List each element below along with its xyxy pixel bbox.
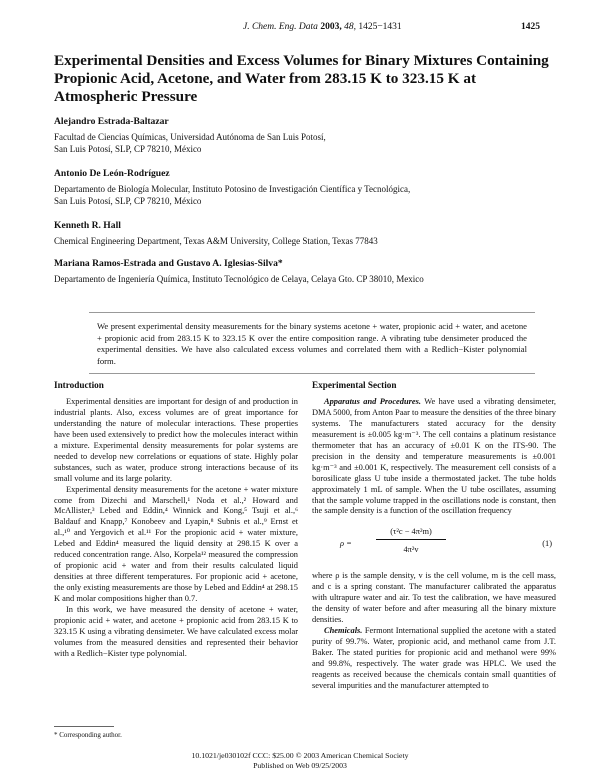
paper-title: Experimental Densities and Excess Volumes for Binary Mixtures Containing Propionic Acid, Acetone, and Water from 283.15 K to 323.15 K at Atmospheric Pressure (54, 52, 549, 105)
apparatus-subheading: Apparatus and Procedures. (324, 396, 421, 406)
equation-denominator: 4π²v (403, 545, 419, 555)
intro-paragraph: In this work, we have measured the density of acetone + water, propionic acid + water, and acetone + propionic acid from 283.15 K to 323.15 K using a vibrating densimeter. We have calculated excess molar volumes from the measured densities and represented their behavior with a Redlich−Kister type polynomial. (54, 605, 298, 658)
abstract: We present experimental density measurements for the binary systems acetone + water, propionic acid + water, and acetone + propionic acid from 283.15 K to 323.15 K over the entire composition range. A vibrating tube densimeter produced the experimental densities. We have also calculated excess volumes and correlated them with a Redlich−Kister polynomial form. (89, 312, 535, 374)
author-affiliation: Chemical Engineering Department, Texas A&M University, College Station, Texas 77843 (54, 236, 378, 246)
author-name: Antonio De León-Rodríguez (54, 168, 170, 179)
experimental-heading: Experimental Section (312, 380, 397, 390)
running-header (0, 22, 600, 36)
author-affiliation: Departamento de Ingeniería Química, Instituto Tecnológico de Celaya, Celaya Gto. CP 38010, Mexico (54, 274, 424, 284)
chemicals-subheading: Chemicals. (324, 626, 363, 636)
publication-info (0, 751, 600, 771)
author-name: Kenneth R. Hall (54, 220, 121, 231)
footnote-divider (54, 726, 114, 727)
page-number: 1425 (521, 22, 540, 32)
introduction-heading: Introduction (54, 380, 104, 390)
apparatus-paragraph: Apparatus and Procedures. We have used a vibrating densimeter, DMA 5000, from Anton Paar to measure the densities of the three binary systems. The manufacturers stated accuracy for the density measurement is ±0.005 kg·m⁻³. The cell contains a platinum resistance thermometer that has an accuracy of ±0.01 K on the ITS-90. The precision in the density and temperature measurements is ±0.001 kg·m⁻³ and ±0.001 K, respectively. The measurement cell consists of a borosilicate glass U tube inside a thermostated jacket. The tube holds approximately 1 mL of sample. When the U tube oscillates, assuming that the sample volume trapped in the oscillations node is constant, then the sample density is a function of the oscillation frequency (312, 396, 556, 516)
author-affiliation: Facultad de Ciencias Químicas, Universidad Autónoma de San Luis Potosí, San Luis Potosí, SLP, CP 78210, México (54, 132, 326, 155)
author-name: Mariana Ramos-Estrada and Gustavo A. Iglesias-Silva* (54, 258, 283, 269)
equation-lhs: ρ = (340, 539, 352, 549)
density-equation (312, 523, 556, 567)
intro-paragraph: Experimental densities are important for design of and production in industrial plants. Also, excess volumes are of great importance for understanding the nature of molecular interactions. These properties have been used extensively to predict how the molecules interact within a mixture. Experimental density measurements for polar systems are needed to develop new correlations or equations of state. Highly polar substances, such as water, produce strong interactions because of its small volume and its large polarity. (54, 396, 298, 483)
equation-numerator: (τ²c − 4π²m) (376, 527, 446, 540)
intro-paragraph: Experimental density measurements for the acetone + water mixture come from Dizechi and Marschell,¹ Noda et al.,² Howard and McAllister,³ Lebed and Eddin,⁴ Winnick and Kong,⁵ Tsuji et al.,⁶ Baldauf and Knapp,⁷ Konobeev and Lyapin,⁸ Subnis et al.,⁹ Ernst et al.,¹⁰ and Yergovich et al.¹¹ For the propionic acid + water mixture, Lebed and Eddin⁴ measured the liquid density at 298.15 K over a reduced concentration range. Also, Korpela¹² measured the compression of propionic acid + water and from their results calculated liquid densities at three different temperatures. For propionic acid + acetone, the only existing measurements are those by Lebed and Eddin⁴ at 298.15 K and molar compositions higher than 0.7. (54, 484, 298, 604)
chemicals-paragraph: Chemicals. Fermont International supplied the acetone with a stated purity of 99.7%. Water, propionic acid, and methanol came from J.T. Baker. The stated purities for propionic acid and methanol were 99% and 99.8%, respectively. The water grade was HPLC. We used the reagents as received because the chemicals contain small quantities of several impurities and the manufacturer attempted to (312, 626, 556, 690)
right-column (312, 380, 556, 692)
doi-line: 10.1021/je030102f CCC: $25.00 © 2003 American Chemical Society (191, 751, 409, 760)
left-column (54, 380, 298, 660)
equation-explanation: where ρ is the sample density, v is the cell volume, m is the cell mass, and c is a spring constant. The manufacturer calibrated the apparatus with ultrapure water and air. To test the calibration, we have measured the density of water before and after measuring all the binary mixture densities. (312, 571, 556, 625)
author-name: Alejandro Estrada-Baltazar (54, 116, 169, 127)
footnote: * Corresponding author. (54, 731, 122, 739)
published-line: Published on Web 09/25/2003 (253, 761, 347, 770)
author-affiliation: Departamento de Biología Molecular, Instituto Potosino de Investigación Científica y Tecnológica, San Luis Potosí, SLP, CP 78210, México (54, 184, 411, 207)
equation-number: (1) (542, 539, 552, 549)
journal-citation: J. Chem. Eng. Data 2003, 48, 1425−1431 (243, 22, 402, 32)
